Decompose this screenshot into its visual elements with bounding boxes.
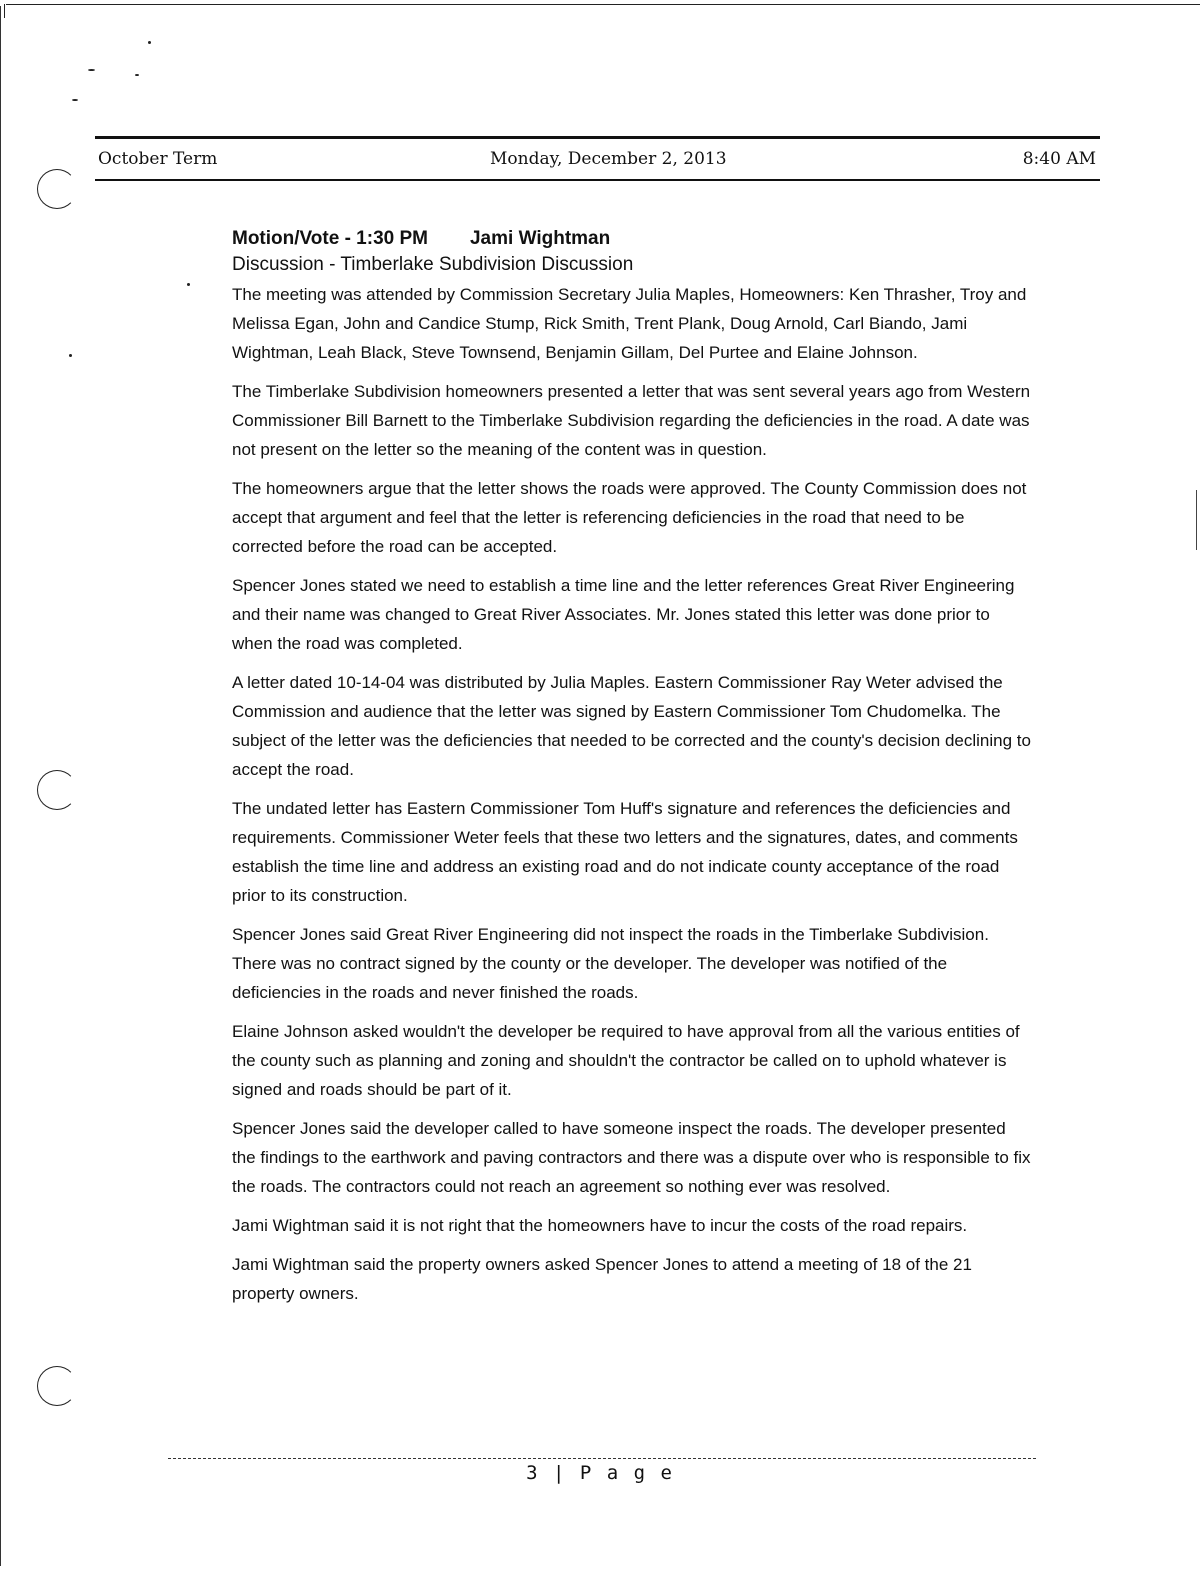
paragraph-approval-question: Elaine Johnson asked wouldn't the developer be required to have approval from all the various entities of the county such as planning and zoning and shouldn't the contractor be called on to uphold whatever is signed and roads should be part of it. bbox=[232, 1022, 1020, 1099]
header-bottom-rule bbox=[95, 179, 1100, 181]
scan-edge-right-mark bbox=[1196, 490, 1197, 550]
paragraph-repair-costs: Jami Wightman said it is not right that the homeowners have to incur the costs of the road repairs. bbox=[232, 1216, 968, 1235]
minutes-body bbox=[232, 226, 1032, 1318]
punch-hole bbox=[37, 169, 77, 209]
presenter-name: Jami Wightman bbox=[469, 228, 611, 249]
meeting-time: 8:40 AM bbox=[1022, 149, 1096, 169]
meeting-date: Monday, December 2, 2013 bbox=[490, 149, 727, 169]
motion-label: Motion/Vote - 1:30 PM bbox=[232, 228, 428, 249]
term-label: October Term bbox=[98, 149, 218, 169]
paragraph-contractor-dispute: Spencer Jones said the developer called to have someone inspect the roads. The developer presented the findings to the earthwork and paving contractors and there was a dispute over who is responsible to fix the roads. The contractors could not reach an agreement so nothing ever was resolved. bbox=[232, 1119, 1031, 1196]
paragraph-time-line: Spencer Jones stated we need to establish a time line and the letter references Great River Engineering and their name was changed to Great River Associates. Mr. Jones stated this letter was done prior to when the road was completed. bbox=[232, 576, 1015, 653]
paragraph-homeowners-argument: The homeowners argue that the letter shows the roads were approved. The County Commission does not accept that argument and feel that the letter is referencing deficiencies in the road that need to be corrected before the road can be accepted. bbox=[232, 479, 1027, 556]
scan-speck bbox=[187, 283, 190, 286]
footer-rule bbox=[168, 1458, 1036, 1459]
paragraph-dated-letter: A letter dated 10-14-04 was distributed by Julia Maples. Eastern Commissioner Ray Weter advised the Commission and audience that the letter was signed by Eastern Commissioner Tom Chudomelka. The subject of the letter was the deficiencies that needed to be corrected and the county's decision declining to accept the road. bbox=[232, 673, 1031, 779]
page-number: 3 | P a g e bbox=[526, 1462, 674, 1484]
paragraph-letter-presented: The Timberlake Subdivision homeowners presented a letter that was sent several years ago from Western Commissioner Bill Barnett to the Timberlake Subdivision regarding the deficiencies in the road. A date was not present on the letter so the meaning of the content was in question. bbox=[232, 382, 1031, 459]
scan-speck bbox=[72, 99, 78, 101]
header-top-rule bbox=[95, 136, 1100, 139]
scan-speck bbox=[88, 69, 95, 71]
punch-hole bbox=[37, 770, 77, 810]
scan-speck bbox=[69, 354, 72, 357]
discussion-title: Discussion - Timberlake Subdivision Discussion bbox=[232, 254, 634, 275]
scan-corner-mark bbox=[4, 4, 5, 18]
paragraph-attendance: The meeting was attended by Commission Secretary Julia Maples, Homeowners: Ken Thrasher, Troy and Melissa Egan, John and Candice Stump, Rick Smith, Trent Plank, Doug Arnold, Carl Biando, Jami Wightman, Leah Black, Steve Townsend, Benjamin Gillam, Del Purtee and Elaine Johnson. bbox=[232, 285, 1027, 362]
scan-edge-top bbox=[6, 4, 1200, 5]
scan-edge-left bbox=[0, 6, 1, 1566]
scan-speck bbox=[148, 41, 151, 44]
paragraph-owners-meeting: Jami Wightman said the property owners asked Spencer Jones to attend a meeting of 18 of the 21 property owners. bbox=[232, 1255, 972, 1303]
punch-hole bbox=[37, 1366, 77, 1406]
paragraph-undated-letter: The undated letter has Eastern Commissioner Tom Huff's signature and references the deficiencies and requirements. Commissioner Weter feels that these two letters and the signatures, dates, and comments establish the time line and address an existing road and do not indicate county acceptance of the road prior to its construction. bbox=[232, 799, 1018, 905]
page-header bbox=[98, 147, 1096, 175]
scan-speck bbox=[135, 74, 139, 76]
paragraph-inspection: Spencer Jones said Great River Engineering did not inspect the roads in the Timberlake Subdivision. There was no contract signed by the county or the developer. The developer was notified of the deficiencies in the roads and never finished the roads. bbox=[232, 925, 989, 1002]
agenda-item-heading bbox=[232, 226, 1032, 252]
